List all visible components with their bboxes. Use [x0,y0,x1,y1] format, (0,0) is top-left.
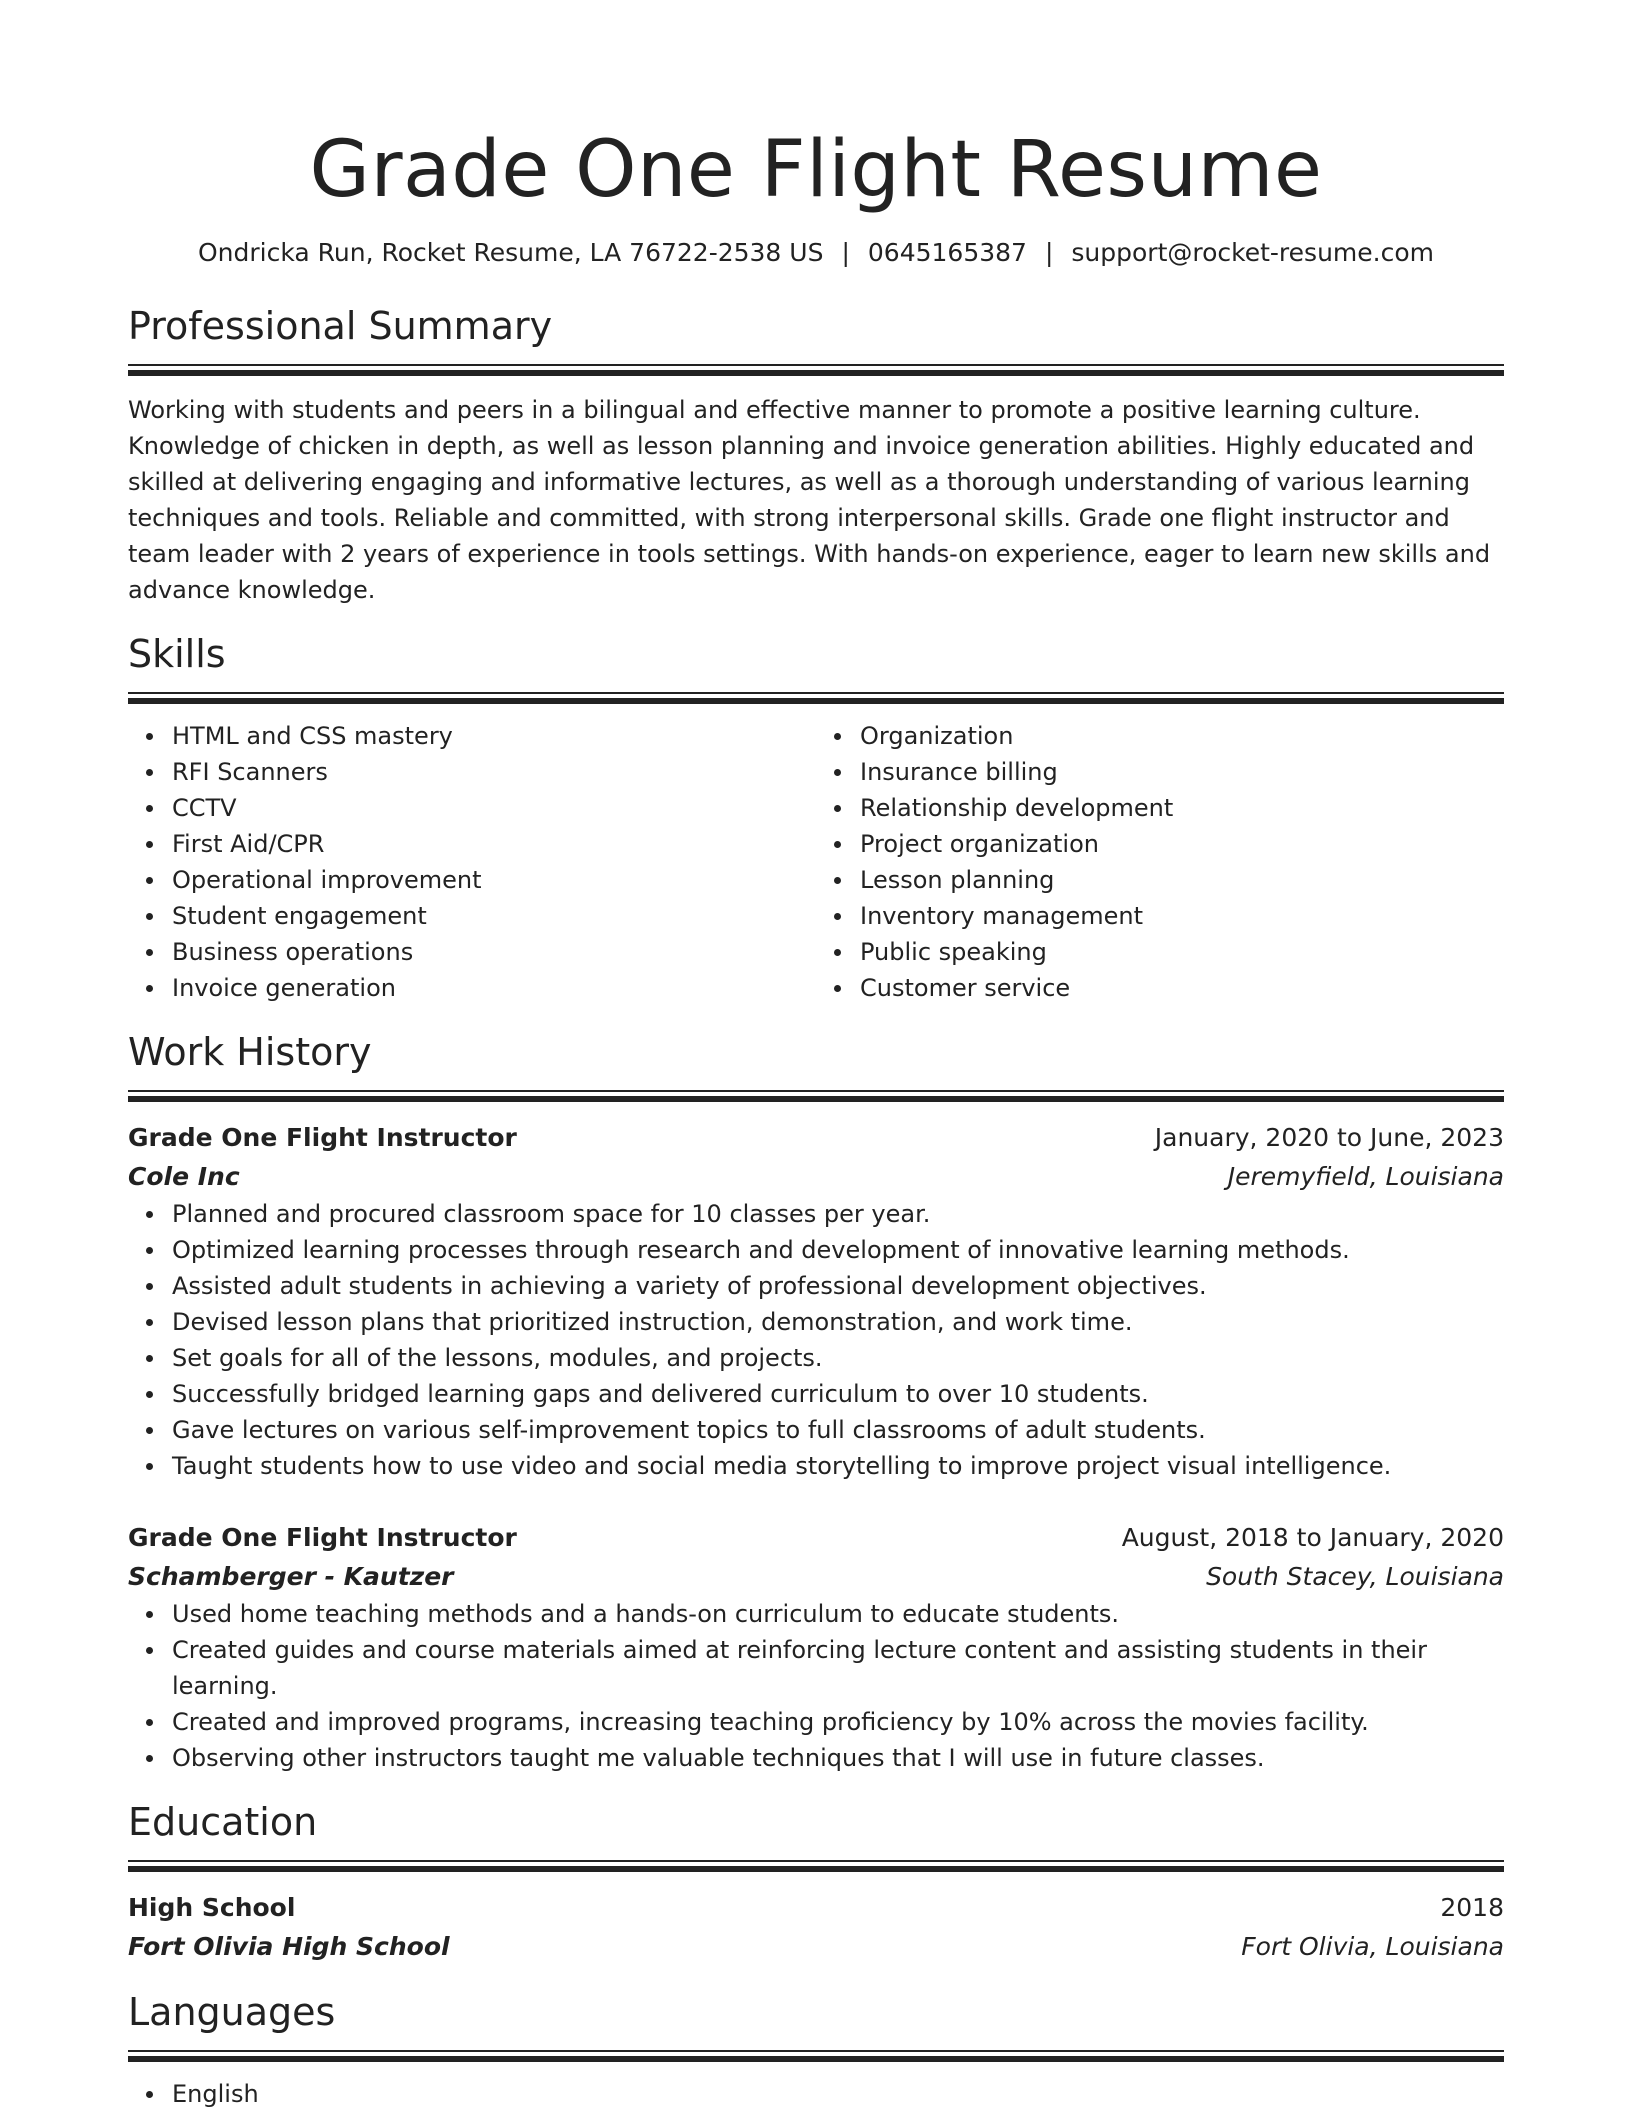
skill-item: HTML and CSS mastery [172,718,816,754]
contact-phone: 0645165387 [867,238,1027,267]
job-bullet: Assisted adult students in achieving a variety of professional development objectives. [172,1268,1504,1304]
skill-item: RFI Scanners [172,754,816,790]
section-divider [128,1090,1504,1102]
job-bullet: Devised lesson plans that prioritized instruction, demonstration, and work time. [172,1304,1504,1340]
skill-item: First Aid/CPR [172,826,816,862]
section-divider [128,364,1504,376]
skill-item: Business operations [172,934,816,970]
job-bullet: Gave lectures on various self-improvement topics to full classrooms of adult students. [172,1412,1504,1448]
skill-item: Invoice generation [172,970,816,1006]
education-year: 2018 [1440,1893,1504,1922]
skill-item: CCTV [172,790,816,826]
section-title-summary: Professional Summary [128,304,553,348]
work-history-section [128,1026,1504,1776]
education-section [128,1796,1504,1966]
skills-column-right [816,718,1504,1006]
job-bullet-list [128,1196,1504,1484]
job-bullet: Set goals for all of the lessons, modules, and projects. [172,1340,1504,1376]
skill-item: Lesson planning [860,862,1504,898]
language-item: English [172,2076,1504,2112]
skill-item: Customer service [860,970,1504,1006]
skill-item: Public speaking [860,934,1504,970]
summary-section [128,300,1504,608]
job-company: Schamberger - Kautzer [128,1562,454,1591]
contact-separator: | [841,238,850,267]
skill-item: Relationship development [860,790,1504,826]
job-company: Cole Inc [128,1162,240,1191]
skills-section [128,628,1504,1006]
job-entry [128,1518,1504,1776]
section-divider [128,1860,1504,1872]
job-title: Grade One Flight Instructor [128,1123,517,1152]
skills-grid [128,718,1504,1006]
languages-section [128,1986,1504,2112]
skills-column-left [128,718,816,1006]
job-bullet: Successfully bridged learning gaps and delivered curriculum to over 10 students. [172,1376,1504,1412]
job-title: Grade One Flight Instructor [128,1523,517,1552]
contact-line [128,236,1504,270]
section-title-languages: Languages [128,1990,336,2034]
job-location: South Stacey, Louisiana [1206,1562,1504,1591]
job-bullet: Optimized learning processes through research and development of innovative learning methods. [172,1232,1504,1268]
skill-item: Insurance billing [860,754,1504,790]
education-location: Fort Olivia, Louisiana [1241,1932,1504,1961]
job-dates: August, 2018 to January, 2020 [1121,1523,1504,1552]
job-location: Jeremyfield, Louisiana [1227,1162,1504,1191]
education-entry [128,1888,1504,1966]
job-bullet-list [128,1596,1504,1776]
job-bullet: Used home teaching methods and a hands-on curriculum to educate students. [172,1596,1504,1632]
section-title-education: Education [128,1800,318,1844]
job-entry [128,1118,1504,1484]
contact-email: support@rocket-resume.com [1071,238,1434,267]
skill-item: Project organization [860,826,1504,862]
section-title-skills: Skills [128,632,226,676]
job-bullet: Observing other instructors taught me valuable techniques that I will use in future classes. [172,1740,1504,1776]
skill-item: Inventory management [860,898,1504,934]
skill-item: Organization [860,718,1504,754]
job-bullet: Created and improved programs, increasing teaching proficiency by 10% across the movies facility. [172,1704,1504,1740]
education-school: Fort Olivia High School [128,1932,450,1961]
job-bullet: Taught students how to use video and social media storytelling to improve project visual intelligence. [172,1448,1504,1484]
resume-name: Grade One Flight Resume [309,125,1323,215]
contact-separator: | [1044,238,1054,267]
language-list [128,2076,1504,2112]
section-title-work: Work History [128,1030,372,1074]
section-divider [128,692,1504,704]
education-degree: High School [128,1893,296,1922]
job-bullet: Planned and procured classroom space for 10 classes per year. [172,1196,1504,1232]
job-bullet: Created guides and course materials aimed at reinforcing lecture content and assisting students in their learning. [172,1632,1504,1704]
section-divider [128,2050,1504,2062]
contact-address: Ondricka Run, Rocket Resume, LA 76722-2538 US [197,238,824,267]
job-dates: January, 2020 to June, 2023 [1154,1123,1504,1152]
skill-item: Student engagement [172,898,816,934]
skill-item: Operational improvement [172,862,816,898]
summary-text: Working with students and peers in a bilingual and effective manner to promote a positive learning culture. Knowledge of chicken in depth, as well as lesson planning and invoice generation abilities. Highly educated and skilled at delivering engaging and informative lectures, as well as a thorough understanding of various learning techniques and tools. Reliable and committed, with strong interpersonal skills. Grade one flight instructor and team leader with 2 years of experience in tools settings. With hands-on experience, eager to learn new skills and advance knowledge. [128,396,1491,604]
